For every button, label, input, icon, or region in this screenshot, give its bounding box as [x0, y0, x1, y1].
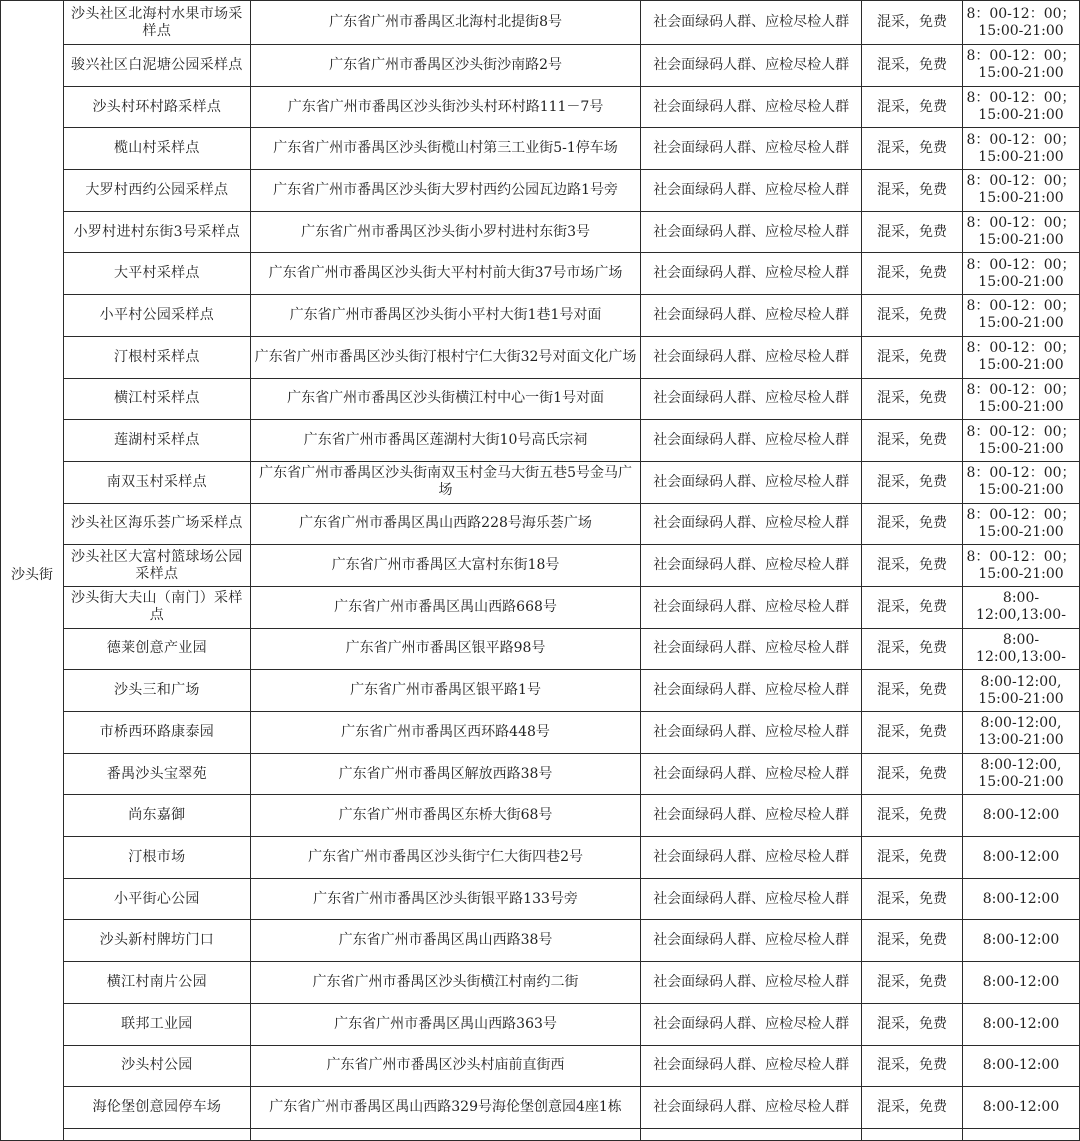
hours-line-2: 15:00-21:00 — [978, 398, 1064, 415]
table-row — [1, 712, 1080, 754]
site-name-cell: 沙头街大夫山（南门）采样点 — [63, 586, 250, 628]
table-row — [1, 461, 1080, 503]
hours-cell — [962, 503, 1079, 545]
table-row — [1, 586, 1080, 628]
hours-cell — [962, 461, 1079, 503]
site-name-cell: 骏兴社区白泥塘公园采样点 — [63, 45, 250, 87]
site-name-cell: 沙头社区海乐荟广场采样点 — [63, 503, 250, 545]
hours-line-2: 15:00-21:00 — [978, 107, 1064, 124]
site-name-cell: 莲湖村采样点 — [63, 420, 250, 462]
site-name-cell: 大平村采样点 — [63, 253, 250, 295]
hours-line-2: 15:00-21:00 — [978, 190, 1064, 207]
sampling-method-cell: 混采，免费 — [862, 670, 963, 712]
hours-line-1: 8：00-12：00； — [966, 5, 1076, 22]
sampling-method-cell: 混采，免费 — [862, 45, 963, 87]
target-group-cell: 社会面绿码人群、应检尽检人群 — [641, 962, 862, 1004]
sampling-method-cell: 混采，免费 — [862, 420, 963, 462]
hours-line-1: 8:00-12:00, — [980, 715, 1062, 732]
address-cell: 广东省广州市番禺区东桥大街68号 — [250, 795, 641, 837]
hours-cell — [962, 670, 1079, 712]
hours-cell — [962, 253, 1079, 295]
hours-cell — [962, 837, 1079, 879]
site-name-cell: 小罗村进村东街3号采样点 — [63, 211, 250, 253]
target-group-cell: 社会面绿码人群、应检尽检人群 — [641, 795, 862, 837]
hours-cell — [962, 1, 1079, 45]
hours-cell — [962, 712, 1079, 754]
table-row — [1, 545, 1080, 587]
sampling-method-cell: 混采，免费 — [862, 920, 963, 962]
table-body — [1, 1, 1080, 1141]
site-name-cell: 沙头三和广场 — [63, 670, 250, 712]
address-cell: 广东省广州市番禺区沙头街小罗村进村东街3号 — [250, 211, 641, 253]
address-cell: 广东省广州市番禺区禺山西路38号 — [250, 920, 641, 962]
table-row — [1, 45, 1080, 87]
hours-line-2: 15:00-21:00 — [978, 148, 1064, 165]
sampling-method-cell: 混采，免费 — [862, 128, 963, 170]
site-name-cell: 沙头村公园 — [63, 1045, 250, 1087]
address-cell: 广东省广州市番禺区沙头街横江村中心一街1号对面 — [250, 378, 641, 420]
hours-cell — [962, 545, 1079, 587]
site-name-cell: 大罗村西约公园采样点 — [63, 170, 250, 212]
hours-line-1: 8：00-12：00； — [966, 215, 1076, 232]
table-row — [1, 628, 1080, 670]
sampling-method-cell: 混采，免费 — [862, 461, 963, 503]
sampling-method-cell: 混采，免费 — [862, 378, 963, 420]
table-row — [1, 128, 1080, 170]
target-group-cell: 社会面绿码人群、应检尽检人群 — [641, 1, 862, 45]
target-group-cell: 社会面绿码人群、应检尽检人群 — [641, 128, 862, 170]
address-cell: 广东省广州市番禺区沙头街大罗村西约公园瓦边路1号旁 — [250, 170, 641, 212]
hours-cell — [962, 628, 1079, 670]
sampling-method-cell: 混采，免费 — [862, 295, 963, 337]
address-cell: 广东省广州市番禺区莲湖村大街10号高氏宗祠 — [250, 420, 641, 462]
table-row — [1, 211, 1080, 253]
hours-line-1: 8:00-12:00 — [982, 848, 1060, 865]
site-name-cell: 小平街心公园 — [63, 878, 250, 920]
sampling-method-cell: 混采，免费 — [862, 503, 963, 545]
hours-line-1: 8:00-12:00 — [982, 1057, 1060, 1074]
sampling-method-cell: 混采，免费 — [862, 795, 963, 837]
address-cell: 广东省广州市番禺区沙头街大平村村前大街37号市场广场 — [250, 253, 641, 295]
table-row — [1, 1045, 1080, 1087]
site-name-cell: 沙头村环村路采样点 — [63, 86, 250, 128]
hours-cell — [962, 295, 1079, 337]
table-row — [1, 420, 1080, 462]
target-group-cell: 社会面绿码人群、应检尽检人群 — [641, 670, 862, 712]
site-name-cell: 尚东嘉御 — [63, 795, 250, 837]
target-group-cell: 社会面绿码人群、应检尽检人群 — [641, 336, 862, 378]
empty-cell — [63, 1128, 250, 1140]
target-group-cell: 社会面绿码人群、应检尽检人群 — [641, 253, 862, 295]
hours-cell — [962, 753, 1079, 795]
hours-line-2: 15:00-21:00 — [978, 482, 1064, 499]
table-row — [1, 253, 1080, 295]
site-name-cell: 汀根市场 — [63, 837, 250, 879]
table-row — [1, 962, 1080, 1004]
hours-line-2: 15:00-21:00 — [978, 523, 1064, 540]
address-cell: 广东省广州市番禺区银平路98号 — [250, 628, 641, 670]
hours-cell — [962, 586, 1079, 628]
target-group-cell: 社会面绿码人群、应检尽检人群 — [641, 545, 862, 587]
address-cell: 广东省广州市番禺区沙头街沙南路2号 — [250, 45, 641, 87]
sampling-method-cell: 混采，免费 — [862, 86, 963, 128]
district-cell: 沙头街 — [1, 1, 64, 1141]
sampling-method-cell: 混采，免费 — [862, 1, 963, 45]
target-group-cell: 社会面绿码人群、应检尽检人群 — [641, 628, 862, 670]
target-group-cell: 社会面绿码人群、应检尽检人群 — [641, 878, 862, 920]
site-name-cell: 德莱创意产业园 — [63, 628, 250, 670]
hours-cell — [962, 962, 1079, 1004]
hours-cell — [962, 420, 1079, 462]
address-cell: 广东省广州市番禺区西环路448号 — [250, 712, 641, 754]
hours-cell — [962, 86, 1079, 128]
hours-cell — [962, 920, 1079, 962]
empty-cell — [962, 1128, 1079, 1140]
sampling-method-cell: 混采，免费 — [862, 170, 963, 212]
table-row — [1, 753, 1080, 795]
sampling-method-cell: 混采，免费 — [862, 628, 963, 670]
site-name-cell: 南双玉村采样点 — [63, 461, 250, 503]
address-cell: 广东省广州市番禺区北海村北提街8号 — [250, 1, 641, 45]
hours-line-1: 8:00- — [1002, 631, 1040, 648]
table-row — [1, 378, 1080, 420]
table-row — [1, 795, 1080, 837]
target-group-cell: 社会面绿码人群、应检尽检人群 — [641, 1045, 862, 1087]
hours-cell — [962, 878, 1079, 920]
target-group-cell: 社会面绿码人群、应检尽检人群 — [641, 503, 862, 545]
address-cell: 广东省广州市番禺区沙头街横江村南约二街 — [250, 962, 641, 1004]
hours-cell — [962, 211, 1079, 253]
sampling-method-cell: 混采，免费 — [862, 1045, 963, 1087]
address-cell: 广东省广州市番禺区禺山西路363号 — [250, 1003, 641, 1045]
address-cell: 广东省广州市番禺区禺山西路329号海伦堡创意园4座1栋 — [250, 1087, 641, 1129]
target-group-cell: 社会面绿码人群、应检尽检人群 — [641, 586, 862, 628]
target-group-cell: 社会面绿码人群、应检尽检人群 — [641, 170, 862, 212]
address-cell: 广东省广州市番禺区沙头街榄山村第三工业街5-1停车场 — [250, 128, 641, 170]
target-group-cell: 社会面绿码人群、应检尽检人群 — [641, 211, 862, 253]
sampling-method-cell: 混采，免费 — [862, 962, 963, 1004]
target-group-cell: 社会面绿码人群、应检尽检人群 — [641, 1087, 862, 1129]
site-name-cell: 番禺沙头宝翠苑 — [63, 753, 250, 795]
table-row — [1, 920, 1080, 962]
address-cell: 广东省广州市番禺区沙头街小平村大街1巷1号对面 — [250, 295, 641, 337]
hours-line-1: 8：00-12：00； — [966, 48, 1076, 65]
table-row — [1, 503, 1080, 545]
site-name-cell: 市桥西环路康泰园 — [63, 712, 250, 754]
site-name-cell: 沙头社区北海村水果市场采样点 — [63, 1, 250, 45]
hours-line-1: 8:00-12:00, — [980, 757, 1062, 774]
target-group-cell: 社会面绿码人群、应检尽检人群 — [641, 378, 862, 420]
table-row — [1, 1087, 1080, 1129]
table-row — [1, 86, 1080, 128]
hours-cell — [962, 1045, 1079, 1087]
target-group-cell: 社会面绿码人群、应检尽检人群 — [641, 86, 862, 128]
site-name-cell: 小平村公园采样点 — [63, 295, 250, 337]
address-cell: 广东省广州市番禺区沙头街银平路133号旁 — [250, 878, 641, 920]
sampling-method-cell: 混采，免费 — [862, 753, 963, 795]
target-group-cell: 社会面绿码人群、应检尽检人群 — [641, 295, 862, 337]
site-name-cell: 榄山村采样点 — [63, 128, 250, 170]
hours-line-1: 8:00-12:00 — [982, 1015, 1060, 1032]
table-row — [1, 837, 1080, 879]
hours-line-1: 8：00-12：00； — [966, 423, 1076, 440]
site-name-cell: 海伦堡创意园停车场 — [63, 1087, 250, 1129]
address-cell: 广东省广州市番禺区解放西路38号 — [250, 753, 641, 795]
hours-line-2: 15:00-21:00 — [978, 357, 1064, 374]
table-row — [1, 670, 1080, 712]
hours-line-2: 12:00,13:00- — [976, 648, 1066, 665]
hours-line-2: 13:00-21:00 — [978, 732, 1064, 749]
target-group-cell: 社会面绿码人群、应检尽检人群 — [641, 45, 862, 87]
hours-line-1: 8：00-12：00； — [966, 298, 1076, 315]
address-cell: 广东省广州市番禺区沙头街汀根村宁仁大街32号对面文化广场 — [250, 336, 641, 378]
hours-line-2: 15:00-21:00 — [978, 565, 1064, 582]
address-cell: 广东省广州市番禺区沙头街沙头村环村路111－7号 — [250, 86, 641, 128]
hours-line-1: 8:00-12:00, — [980, 673, 1062, 690]
address-cell: 广东省广州市番禺区沙头街宁仁大街四巷2号 — [250, 837, 641, 879]
address-cell: 广东省广州市番禺区银平路1号 — [250, 670, 641, 712]
hours-cell — [962, 128, 1079, 170]
table-row — [1, 336, 1080, 378]
target-group-cell: 社会面绿码人群、应检尽检人群 — [641, 461, 862, 503]
hours-cell — [962, 795, 1079, 837]
sampling-method-cell: 混采，免费 — [862, 1087, 963, 1129]
address-cell: 广东省广州市番禺区大富村东街18号 — [250, 545, 641, 587]
sampling-method-cell: 混采，免费 — [862, 586, 963, 628]
hours-line-1: 8：00-12：00； — [966, 256, 1076, 273]
hours-line-2: 15:00-21:00 — [978, 65, 1064, 82]
hours-cell — [962, 378, 1079, 420]
sampling-method-cell: 混采，免费 — [862, 253, 963, 295]
hours-line-1: 8:00-12:00 — [982, 890, 1060, 907]
address-cell: 广东省广州市番禺区禺山西路228号海乐荟广场 — [250, 503, 641, 545]
hours-line-1: 8:00-12:00 — [982, 807, 1060, 824]
hours-line-1: 8：00-12：00； — [966, 131, 1076, 148]
sampling-method-cell: 混采，免费 — [862, 545, 963, 587]
sampling-method-cell: 混采，免费 — [862, 336, 963, 378]
sampling-method-cell: 混采，免费 — [862, 211, 963, 253]
target-group-cell: 社会面绿码人群、应检尽检人群 — [641, 420, 862, 462]
target-group-cell: 社会面绿码人群、应检尽检人群 — [641, 1003, 862, 1045]
hours-line-1: 8：00-12：00； — [966, 173, 1076, 190]
table-row — [1, 170, 1080, 212]
empty-cell — [862, 1128, 963, 1140]
site-name-cell: 联邦工业园 — [63, 1003, 250, 1045]
hours-line-1: 8:00-12:00 — [982, 973, 1060, 990]
hours-line-1: 8:00- — [1002, 590, 1040, 607]
target-group-cell: 社会面绿码人群、应检尽检人群 — [641, 837, 862, 879]
sampling-method-cell: 混采，免费 — [862, 1003, 963, 1045]
address-cell: 广东省广州市番禺区沙头街南双玉村金马大街五巷5号金马广场 — [250, 461, 641, 503]
hours-cell — [962, 1003, 1079, 1045]
hours-line-2: 15:00-21:00 — [978, 22, 1064, 39]
hours-line-2: 15:00-21:00 — [978, 232, 1064, 249]
hours-line-1: 8：00-12：00； — [966, 90, 1076, 107]
target-group-cell: 社会面绿码人群、应检尽检人群 — [641, 920, 862, 962]
site-name-cell: 沙头新村牌坊门口 — [63, 920, 250, 962]
hours-line-1: 8：00-12：00； — [966, 381, 1076, 398]
empty-cell — [250, 1128, 641, 1140]
hours-cell — [962, 45, 1079, 87]
table-row — [1, 1, 1080, 45]
hours-cell — [962, 336, 1079, 378]
site-name-cell: 沙头社区大富村篮球场公园采样点 — [63, 545, 250, 587]
empty-cell — [641, 1128, 862, 1140]
hours-line-2: 15:00-21:00 — [978, 690, 1064, 707]
sampling-method-cell: 混采，免费 — [862, 878, 963, 920]
sampling-method-cell: 混采，免费 — [862, 837, 963, 879]
hours-cell — [962, 170, 1079, 212]
hours-line-2: 15:00-21:00 — [978, 273, 1064, 290]
site-name-cell: 横江村采样点 — [63, 378, 250, 420]
site-name-cell: 横江村南片公园 — [63, 962, 250, 1004]
hours-line-2: 12:00,13:00- — [976, 607, 1066, 624]
hours-line-1: 8：00-12：00； — [966, 340, 1076, 357]
hours-line-1: 8:00-12:00 — [982, 1099, 1060, 1116]
target-group-cell: 社会面绿码人群、应检尽检人群 — [641, 712, 862, 754]
hours-line-2: 15:00-21:00 — [978, 440, 1064, 457]
hours-line-2: 15:00-21:00 — [978, 315, 1064, 332]
address-cell: 广东省广州市番禺区禺山西路668号 — [250, 586, 641, 628]
hours-line-1: 8：00-12：00； — [966, 465, 1076, 482]
table-row — [1, 878, 1080, 920]
sampling-method-cell: 混采，免费 — [862, 712, 963, 754]
target-group-cell: 社会面绿码人群、应检尽检人群 — [641, 753, 862, 795]
hours-line-1: 8:00-12:00 — [982, 932, 1060, 949]
table-row — [1, 295, 1080, 337]
hours-cell — [962, 1087, 1079, 1129]
address-cell: 广东省广州市番禺区沙头村庙前直街西 — [250, 1045, 641, 1087]
hours-line-1: 8：00-12：00； — [966, 548, 1076, 565]
hours-line-2: 15:00-21:00 — [978, 774, 1064, 791]
table-row — [1, 1128, 1080, 1140]
table-row — [1, 1003, 1080, 1045]
site-name-cell: 汀根村采样点 — [63, 336, 250, 378]
hours-line-1: 8：00-12：00； — [966, 506, 1076, 523]
